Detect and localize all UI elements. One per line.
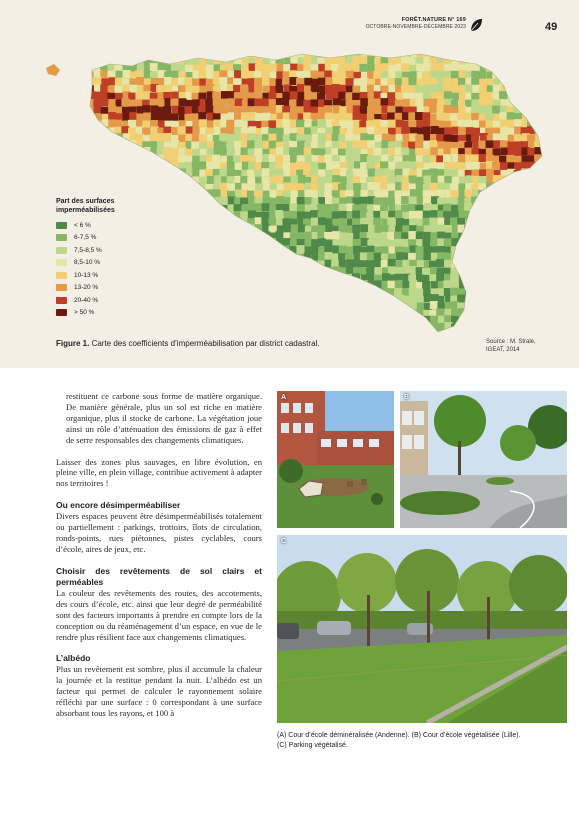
legend-item: [56, 307, 136, 320]
legend-label: 20-40 %: [74, 296, 99, 304]
legend-label: < 6 %: [74, 221, 91, 229]
figure-source-line-2: IGEAT, 2014: [486, 347, 520, 353]
magazine-name: FORÊT.NATURE N° 169: [401, 17, 466, 23]
photo-school-yard-lille: [400, 391, 567, 528]
legend-swatch: [56, 309, 67, 316]
legend-item: [56, 294, 136, 307]
legend-swatch: [56, 259, 67, 266]
heading-albedo: L’albédo: [56, 653, 91, 664]
figure-caption-label: Figure 1.: [56, 339, 90, 348]
legend-label: 13-20 %: [74, 284, 99, 292]
legend-swatch: [56, 272, 67, 279]
figure-source-line-1: Source : M. Strale,: [486, 339, 536, 345]
heading-desimpermeabiliser: Ou encore désimperméabiliser: [56, 500, 181, 511]
figure-caption-text: Carte des coefficients d’imperméabilisation par district cadastral.: [89, 339, 320, 348]
photo-label-b: B: [404, 394, 410, 401]
legend-swatch: [56, 284, 67, 291]
legend-item: [56, 257, 136, 270]
paragraph-wild-zones: Laisser des zones plus sauvages, en libre évolution, en pleine ville, en plein village, contribue activement à adapter nos territoires !: [56, 456, 262, 489]
photos-caption-line-1: (A) Cour d’école déminéralisée (Andenne). (B) Cour d’école végétalisée (Lille).: [277, 732, 521, 739]
photos-caption: [277, 731, 567, 751]
photo-label-c: C: [281, 538, 287, 545]
leaf-icon: [469, 18, 483, 32]
paragraph-desimpermeabiliser: Divers espaces peuvent être désimperméabilisés totalement ou partiellement : parkings, trottoirs, îlots de circulation, ronds-points, rues piétonnes, pistes cyclables, cours d’école, aires de jeux, etc.: [56, 511, 262, 554]
legend-item: [56, 282, 136, 295]
legend-label: 7,5-8,5 %: [74, 246, 102, 254]
photo-green-parking: [277, 535, 567, 723]
photos-caption-line-2: (C) Parking végétalisé.: [277, 742, 348, 749]
legend-item: [56, 244, 136, 257]
body-text-column: [56, 391, 262, 719]
figure-caption: [56, 339, 320, 348]
legend-label: 6-7,5 %: [74, 234, 97, 242]
legend-title: Part des surfaces imperméabilisées: [56, 198, 115, 214]
legend-label: 8,5-10 %: [74, 259, 101, 267]
legend-swatch: [56, 222, 67, 229]
paragraph-revetements: La couleur des revêtements des routes, des accotements, des cours d’école, etc. ainsi que leur degré de perméabilité sont des facteurs importants à prendre en compte lors de la conception ou du réaménagement d’un espace, en vue de le rendre plus résilient face aux changements climatiques.: [56, 587, 262, 642]
legend-item: [56, 269, 136, 282]
legend-label: 10-13 %: [74, 271, 99, 279]
legend-label: > 50 %: [74, 309, 95, 317]
issue-date: OCTOBRE-NOVEMBRE-DÉCEMBRE 2023: [365, 24, 466, 30]
legend-swatch: [56, 297, 67, 304]
paragraph-carbon: restituent ce carbone sous forme de matière organique. De manière générale, plus un sol est riche en matière organique, plus il stocke de carbone. La végétation joue ainsi un rôle d’atténuation des émissions de gaz à effet de serre responsables des changements climatiques.: [66, 391, 262, 445]
photo-school-yard-andenne: [277, 391, 394, 528]
legend-swatch: [56, 234, 67, 241]
legend-swatch: [56, 247, 67, 254]
figure-source: [486, 338, 556, 354]
legend-item: [56, 232, 136, 245]
photo-label-a: A: [281, 394, 287, 401]
legend-list: [56, 219, 136, 319]
paragraph-albedo: Plus un revêtement est sombre, plus il accumule la chaleur la journée et la restitue pendant la nuit. L’albédo est un facteur qui permet de calculer le rayonnement solaire réfléchi par une surface : 0 correspondant à une surface absorbant tous les rayons, et 100 à: [56, 664, 262, 719]
page-number: 49: [545, 21, 558, 33]
heading-revetements: Choisir des revêtements de sol clairs et perméables: [56, 565, 262, 587]
map-legend: [56, 197, 136, 319]
legend-item: [56, 219, 136, 232]
